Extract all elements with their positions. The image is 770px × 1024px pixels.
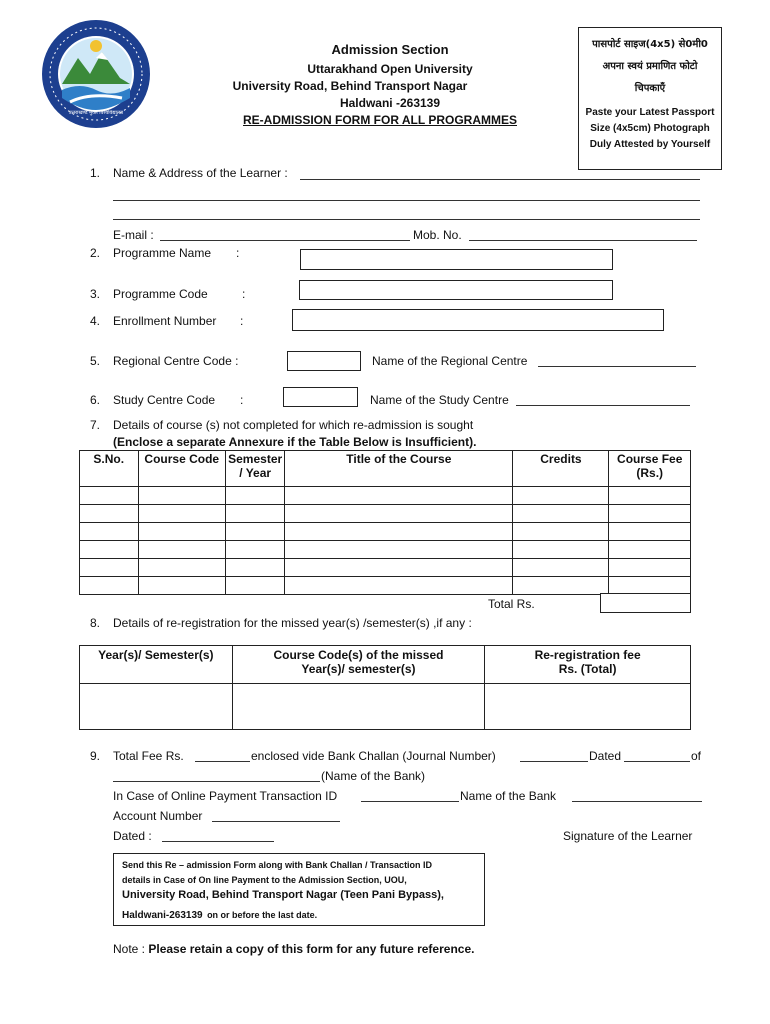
table-row bbox=[80, 505, 691, 523]
q3-colon: : bbox=[242, 287, 246, 301]
re-registration-table bbox=[79, 645, 691, 730]
q3-label: Programme Code bbox=[113, 287, 208, 301]
course-table bbox=[79, 450, 691, 595]
col-credits: Credits bbox=[513, 451, 609, 487]
q5-number: 5. bbox=[90, 354, 101, 368]
photo-line-2: Size (4x5cm) Photograph bbox=[590, 123, 710, 134]
send-line-4-city: Haldwani-263139 bbox=[122, 910, 203, 921]
email-label: E-mail : bbox=[113, 228, 154, 242]
university-name: Uttarakhand Open University bbox=[307, 62, 473, 76]
enrollment-number-field[interactable] bbox=[292, 309, 664, 331]
q6-number: 6. bbox=[90, 393, 101, 407]
logo-caption: उत्तराखण्ड मुक्त विश्वविद्यालय bbox=[68, 110, 124, 116]
q9-number: 9. bbox=[90, 749, 101, 763]
table-row bbox=[80, 523, 691, 541]
study-centre-code-field[interactable] bbox=[283, 387, 358, 407]
table-row bbox=[80, 684, 691, 730]
q4-label: Enrollment Number bbox=[113, 314, 217, 328]
q4-number: 4. bbox=[90, 314, 101, 328]
section-heading: Admission Section bbox=[331, 42, 449, 57]
q7-note: (Enclose a separate Annexure if the Table Below is Insufficient). bbox=[113, 435, 477, 449]
photo-hindi-line-3: चिपकाएँ bbox=[634, 83, 666, 94]
of-label: of bbox=[691, 749, 702, 763]
mobile-line[interactable] bbox=[469, 240, 697, 241]
q1-number: 1. bbox=[90, 166, 101, 180]
account-number-label: Account Number bbox=[113, 809, 203, 823]
university-city: Haldwani -263139 bbox=[339, 96, 441, 110]
col-course-code: Course Code bbox=[138, 451, 225, 487]
q8-label: Details of re-registration for the missed year(s) /semester(s) ,if any : bbox=[113, 616, 472, 630]
regional-centre-name-line[interactable] bbox=[538, 366, 696, 367]
q8-number: 8. bbox=[90, 616, 101, 630]
q4-colon: : bbox=[240, 314, 244, 328]
q7-label: Details of course (s) not completed for which re-admission is sought bbox=[113, 418, 474, 432]
col-re-registration-fee: Re-registration fee Rs. (Total) bbox=[485, 646, 691, 684]
q7-number: 7. bbox=[90, 418, 101, 432]
email-line[interactable] bbox=[160, 240, 410, 241]
col-sno: S.No. bbox=[80, 451, 139, 487]
q2-label: Programme Name bbox=[113, 246, 212, 260]
col-title: Title of the Course bbox=[285, 451, 513, 487]
send-line-4-deadline: on or before the last date. bbox=[207, 910, 318, 920]
table-row bbox=[80, 559, 691, 577]
send-line-1: Send this Re – admission Form along with Bank Challan / Transaction ID bbox=[122, 860, 433, 870]
q2-number: 2. bbox=[90, 246, 101, 260]
journal-number-line[interactable] bbox=[520, 761, 588, 762]
mobile-label: Mob. No. bbox=[413, 228, 462, 242]
table-row bbox=[80, 487, 691, 505]
bank-name-line[interactable] bbox=[113, 781, 320, 782]
university-address: University Road, Behind Transport Nagar bbox=[232, 79, 468, 93]
programme-name-field[interactable] bbox=[300, 249, 613, 270]
send-line-3: University Road, Behind Transport Nagar (Teen Pani Bypass), bbox=[122, 889, 444, 901]
signature-label: Signature of the Learner bbox=[563, 829, 693, 843]
total-rs-field[interactable] bbox=[600, 593, 691, 613]
dated-line[interactable] bbox=[624, 761, 690, 762]
dated-label-2: Dated : bbox=[113, 829, 152, 843]
q1-address-line-2[interactable] bbox=[113, 219, 700, 220]
q1-name-line[interactable] bbox=[300, 179, 700, 180]
q6-label: Study Centre Code bbox=[113, 393, 216, 407]
note-text: Please retain a copy of this form for any future reference. bbox=[148, 942, 475, 956]
q5-label: Regional Centre Code : bbox=[113, 354, 239, 368]
total-fee-label: Total Fee Rs. bbox=[113, 749, 184, 763]
q6-colon: : bbox=[240, 393, 244, 407]
bank-name-line-2[interactable] bbox=[572, 801, 702, 802]
col-semester-year: Semester / Year bbox=[226, 451, 285, 487]
send-instructions-box bbox=[113, 853, 485, 926]
col-year-semester: Year(s)/ Semester(s) bbox=[80, 646, 233, 684]
photo-box[interactable] bbox=[578, 27, 722, 170]
photo-hindi-line-1: पासपोर्ट साइज(4x5) से0मी0 bbox=[592, 39, 708, 50]
bank-name-label: (Name of the Bank) bbox=[321, 769, 426, 783]
total-fee-line[interactable] bbox=[195, 761, 250, 762]
study-centre-name-label: Name of the Study Centre bbox=[370, 393, 509, 407]
form-title: RE-ADMISSION FORM FOR ALL PROGRAMMES bbox=[243, 113, 517, 127]
table-row bbox=[80, 541, 691, 559]
university-logo bbox=[40, 18, 152, 130]
study-centre-name-line[interactable] bbox=[516, 405, 690, 406]
online-txn-label: In Case of Online Payment Transaction ID bbox=[113, 789, 338, 803]
photo-line-3: Duly Attested by Yourself bbox=[589, 139, 711, 150]
col-missed-course-codes: Course Code(s) of the missed Year(s)/ semester(s) bbox=[232, 646, 485, 684]
programme-code-field[interactable] bbox=[299, 280, 613, 300]
photo-line-1: Paste your Latest Passport bbox=[585, 107, 715, 118]
q2-colon: : bbox=[236, 246, 240, 260]
bank-name-label-2: Name of the Bank bbox=[460, 789, 557, 803]
note-label: Note : bbox=[113, 942, 146, 956]
table-row bbox=[80, 577, 691, 595]
q3-number: 3. bbox=[90, 287, 101, 301]
photo-hindi-line-2: अपना स्वयं प्रमाणित फोटो bbox=[602, 61, 698, 72]
dated-label: Dated bbox=[589, 749, 622, 763]
q1-address-line-1[interactable] bbox=[113, 200, 700, 201]
regional-centre-code-field[interactable] bbox=[287, 351, 361, 371]
col-course-fee: Course Fee (Rs.) bbox=[609, 451, 691, 487]
send-line-2: details in Case of On line Payment to the Admission Section, UOU, bbox=[122, 875, 407, 885]
total-rs-label: Total Rs. bbox=[488, 597, 535, 611]
transaction-id-line[interactable] bbox=[361, 801, 459, 802]
account-number-line[interactable] bbox=[212, 821, 340, 822]
regional-centre-name-label: Name of the Regional Centre bbox=[372, 354, 528, 368]
q1-label: Name & Address of the Learner : bbox=[113, 166, 288, 180]
dated-line-2[interactable] bbox=[162, 841, 274, 842]
enclosed-label: enclosed vide Bank Challan (Journal Number) bbox=[251, 749, 496, 763]
